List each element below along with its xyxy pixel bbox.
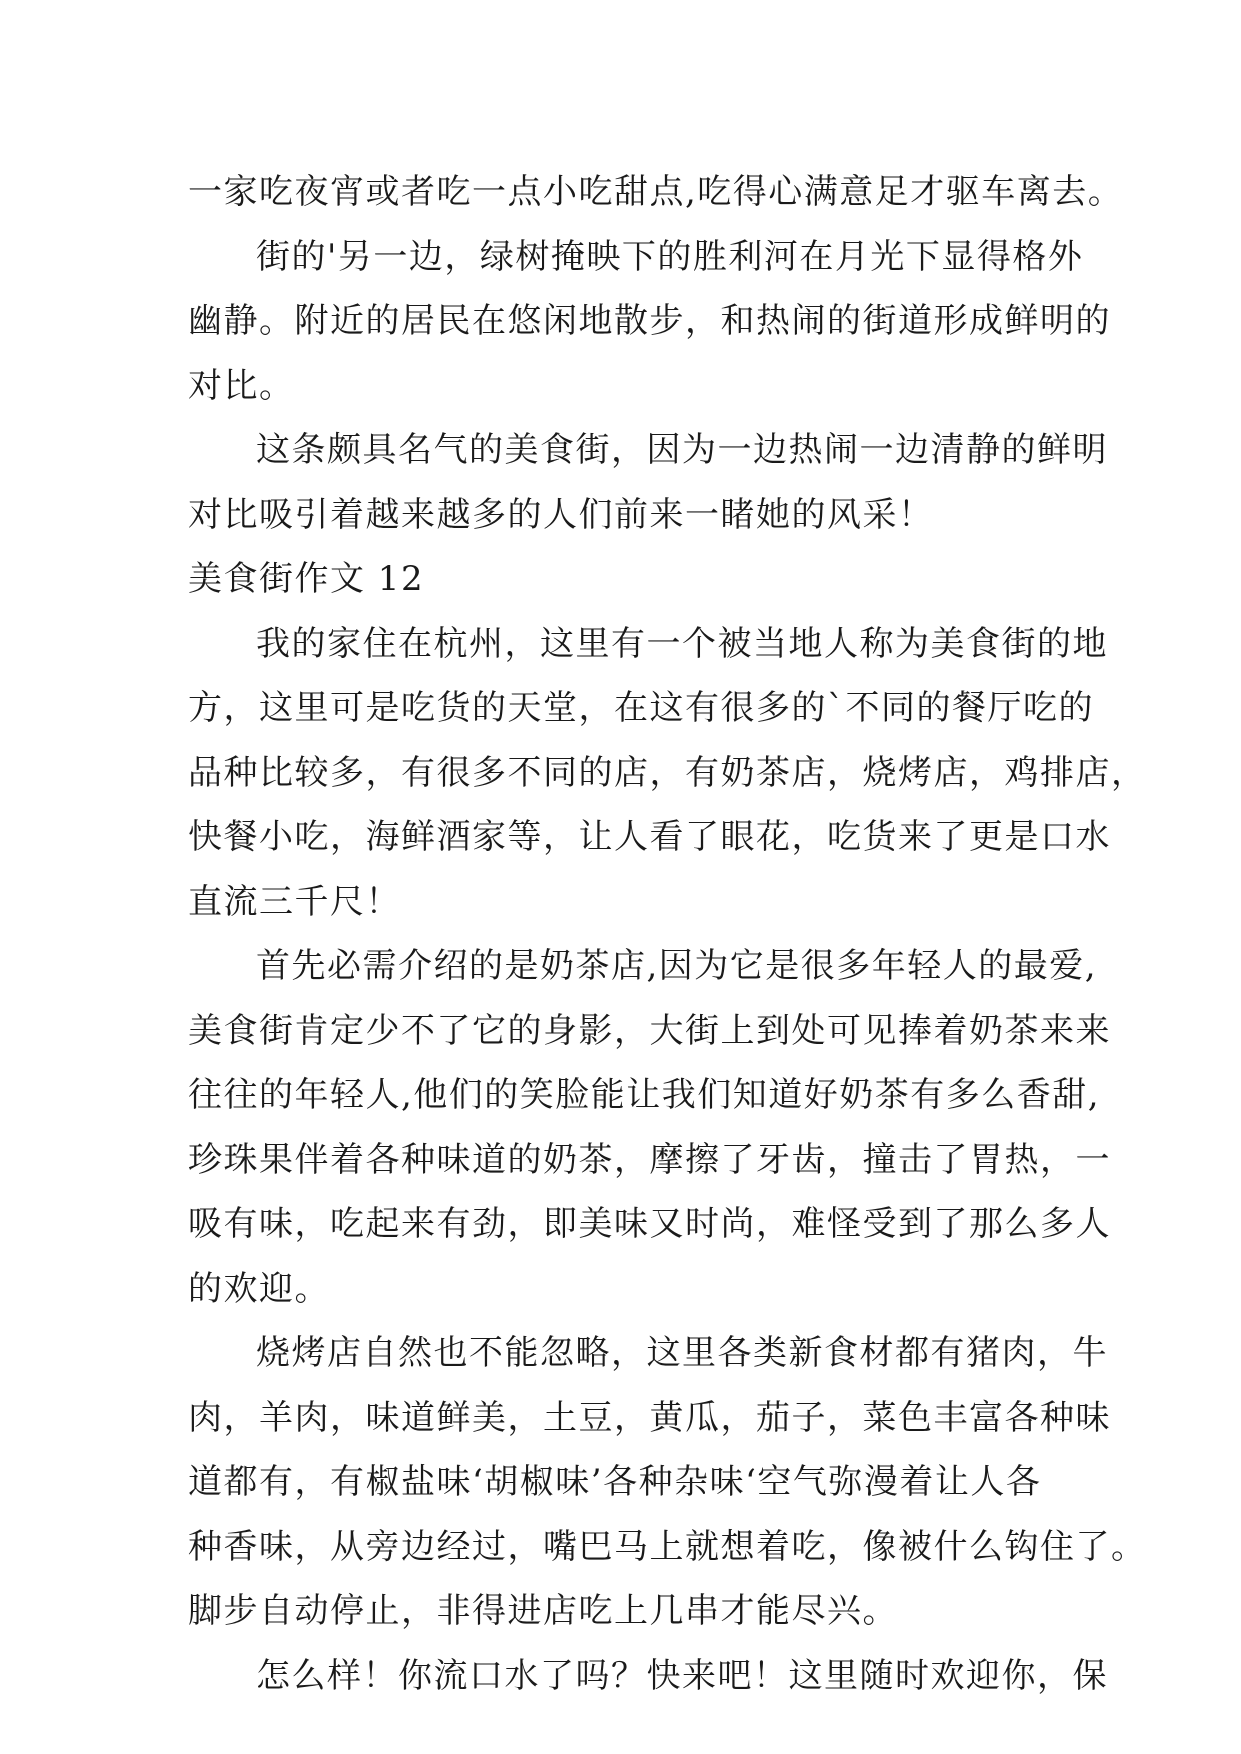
text-line: 方，这里可是吃货的天堂，在这有很多的`不同的餐厅吃的: [188, 688, 1094, 728]
text-line: 往往的年轻人,他们的笑脸能让我们知道好奶茶有多么香甜,: [188, 1075, 1101, 1115]
text-line: 美食街肯定少不了它的身影，大街上到处可见捧着奶茶来来: [188, 1010, 1111, 1051]
paragraph-start-line: 首先必需介绍的是奶茶店,因为它是很多年轻人的最爱,: [256, 946, 1098, 986]
section-heading: 美食街作文 12: [188, 559, 425, 599]
paragraph-start-line: 烧烤店自然也不能忽略，这里各类新食材都有猪肉，牛: [256, 1333, 1108, 1373]
text-line: 脚步自动停止，非得进店吃上几串才能尽兴。: [188, 1591, 898, 1631]
text-line: 种香味，从旁边经过，嘴巴马上就想着吃，像被什么钩住了。: [188, 1526, 1147, 1567]
text-line: 对比吸引着越来越多的人们前来一睹她的风采！: [188, 494, 934, 535]
paragraph-start-line: 这条颇具名气的美食街，因为一边热闹一边清静的鲜明: [256, 430, 1108, 470]
text-line: 道都有，有椒盐味‘胡椒味’各种杂味‘空气弥漫着让人各: [188, 1462, 1042, 1502]
paragraph-start-line: 怎么样！你流口水了吗？快来吧！这里随时欢迎你，保: [256, 1655, 1108, 1696]
text-line: 对比。: [188, 365, 295, 406]
text-line: 吸有味，吃起来有劲，即美味又时尚，难怪受到了那么多人: [188, 1204, 1111, 1244]
paragraph-start-line: 街的'另一边，绿树掩映下的胜利河在月光下显得格外: [256, 236, 1084, 277]
text-line: 珍珠果伴着各种味道的奶茶，摩擦了牙齿，撞击了胃热，一: [188, 1139, 1111, 1180]
text-line: 幽静。附近的居民在悠闲地散步，和热闹的街道形成鲜明的: [188, 301, 1111, 341]
text-line: 肉，羊肉，味道鲜美，土豆，黄瓜，茄子，菜色丰富各种味: [188, 1397, 1111, 1438]
paragraph-start-line: 我的家住在杭州，这里有一个被当地人称为美食街的地: [256, 623, 1108, 664]
text-line: 品种比较多，有很多不同的店，有奶茶店，烧烤店，鸡排店，: [188, 752, 1147, 793]
text-line: 直流三千尺！: [188, 881, 401, 922]
document-body: [188, 160, 1147, 1708]
text-line: 的欢迎。: [188, 1268, 330, 1309]
text-line: 快餐小吃，海鲜酒家等，让人看了眼花，吃货来了更是口水: [188, 817, 1111, 857]
text-line: 一家吃夜宵或者吃一点小吃甜点,吃得心满意足才驱车离去。: [188, 172, 1124, 212]
